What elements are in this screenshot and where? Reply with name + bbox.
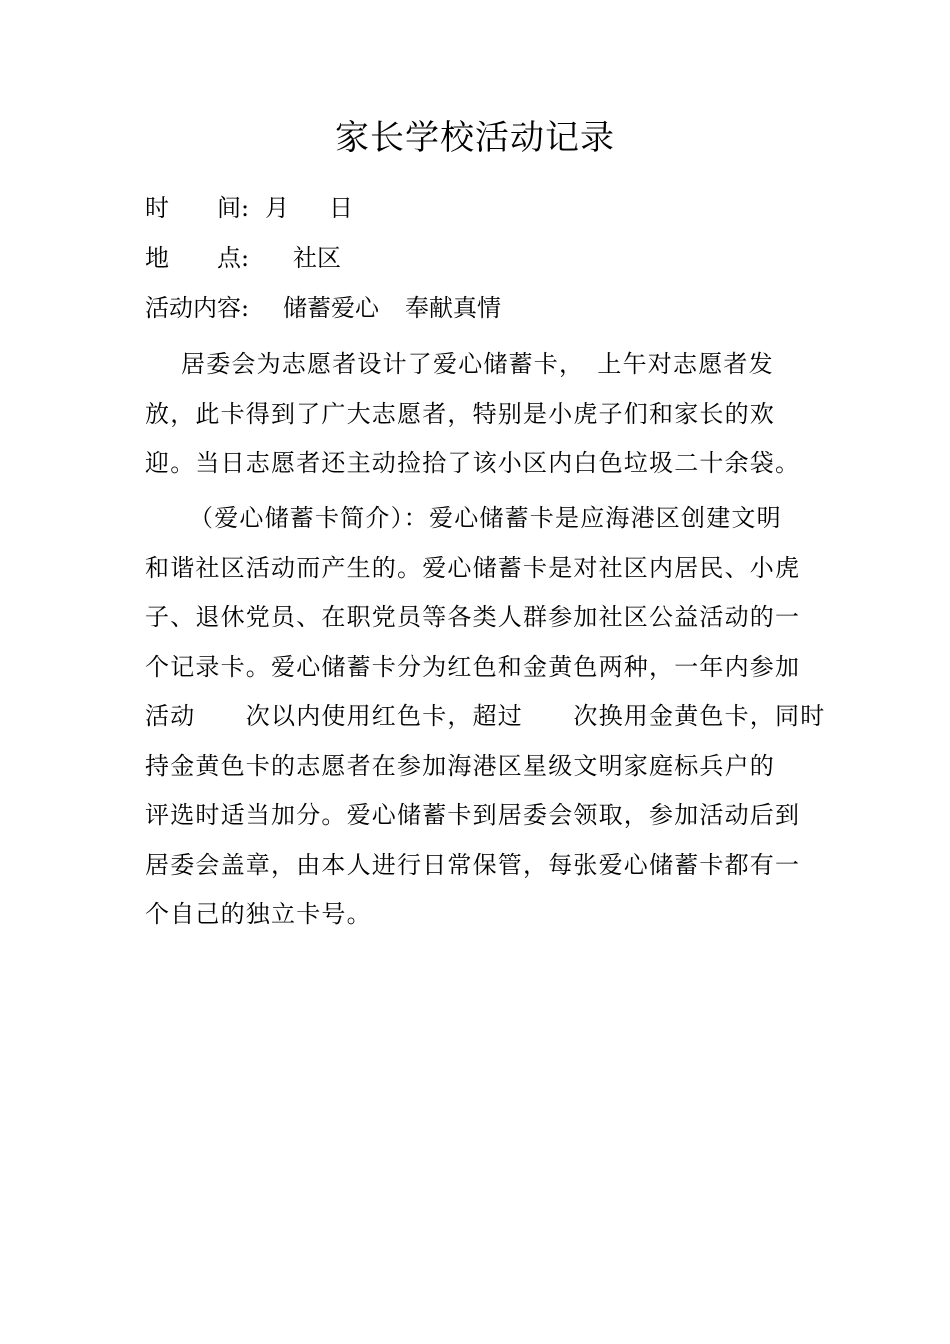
paragraph-line: 子、退休党员、在职党员等各类人群参加社区公益活动的一 [145, 603, 801, 631]
time-row [145, 192, 353, 224]
paragraph-line: 评选时适当加分。爱心储蓄卡到居委会领取，参加活动后到 [145, 801, 801, 829]
place-row [145, 242, 341, 274]
time-month: 月 [265, 194, 289, 222]
paragraph-line: 持金黄色卡的志愿者在参加海港区星级文明家庭标兵户的 [145, 751, 775, 780]
paragraph-line: 活动 次以内使用红色卡，超过 次换用金黄色卡，同时 [145, 702, 826, 730]
paragraph-line: 和谐社区活动而产生的。爱心储蓄卡是对社区内居民、小虎 [145, 553, 801, 582]
paragraph-line: 个自己的独立卡号。 [145, 900, 372, 928]
paragraph-line: 居委会为志愿者设计了爱心储蓄卡， 上午对志愿者发 [181, 350, 774, 378]
time-day: 日 [329, 194, 353, 222]
content-theme-part1: 储蓄爱心 [283, 294, 379, 322]
paragraph-line: 居委会盖章，由本人进行日常保管，每张爱心储蓄卡都有一 [145, 850, 801, 879]
content-row [145, 292, 501, 324]
content-label: 活动内容: [145, 294, 250, 322]
content-theme-part2: 奉献真情 [405, 294, 501, 322]
paragraph-line: （爱心储蓄卡简介）：爱心储蓄卡是应海港区创建文明 [189, 504, 782, 532]
paragraph-activity [145, 340, 810, 489]
place-label: 地 点: [145, 244, 250, 272]
paragraph-line: 迎。当日志愿者还主动捡拾了该小区内白色垃圾二十余袋。 [145, 449, 801, 477]
document-title: 家长学校活动记录 [335, 118, 615, 158]
time-label: 时 间: [145, 194, 250, 222]
place-value: 社区 [293, 244, 341, 272]
paragraph-line: 放，此卡得到了广大志愿者，特别是小虎子们和家长的欢 [145, 399, 775, 428]
paragraph-line: 个记录卡。爱心储蓄卡分为红色和金黄色两种，一年内参加 [145, 652, 801, 681]
paragraph-card-intro [145, 494, 826, 940]
